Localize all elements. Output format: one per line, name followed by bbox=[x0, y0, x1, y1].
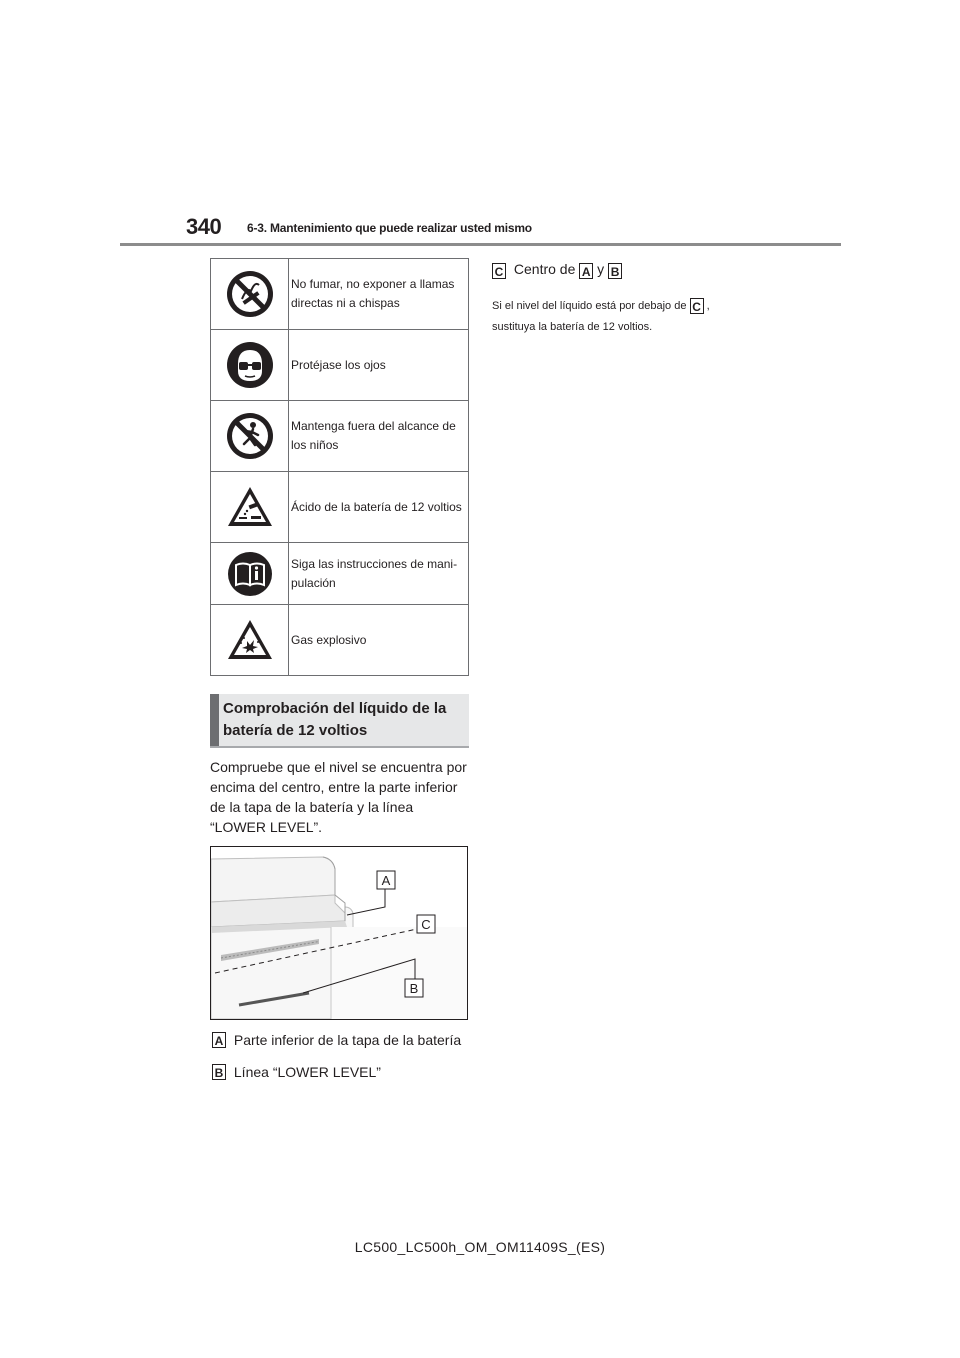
subheading-accent-bar bbox=[210, 694, 219, 746]
table-row bbox=[211, 472, 469, 543]
replacement-note bbox=[492, 296, 792, 338]
subheading bbox=[210, 694, 469, 748]
symbol-text: Mantenga fuera del alcance de los niños bbox=[289, 401, 469, 472]
icon-cell bbox=[211, 472, 289, 543]
icon-cell bbox=[211, 330, 289, 401]
icon-cell bbox=[211, 401, 289, 472]
symbol-text: Siga las instrucciones de mani-pulación bbox=[289, 543, 469, 605]
battery-acid-warning-icon bbox=[225, 484, 275, 530]
explosive-gas-warning-icon bbox=[225, 617, 275, 663]
center-definition bbox=[492, 261, 622, 279]
symbol-text: Ácido de la batería de 12 voltios bbox=[289, 472, 469, 543]
no-smoking-icon bbox=[225, 269, 275, 319]
body-text: Compruebe que el nivel se encuentra por encima del centro, entre la parte inferior de la tapa de la batería y la línea “LOWER LEVEL”. bbox=[210, 759, 467, 835]
battery-illustration bbox=[211, 847, 467, 1019]
note-text-line2: sustituya la batería de 12 voltios. bbox=[492, 321, 653, 333]
page-number: 340 bbox=[186, 214, 222, 239]
icon-cell bbox=[211, 259, 289, 330]
battery-level-figure bbox=[210, 846, 468, 1020]
figure-label-c: C bbox=[421, 917, 431, 932]
table-row bbox=[211, 330, 469, 401]
legend-text: Línea “LOWER LEVEL” bbox=[233, 1064, 381, 1080]
badge-b: B bbox=[608, 263, 622, 279]
badge-c: C bbox=[492, 263, 506, 279]
header-rule bbox=[120, 243, 841, 246]
note-text: Si el nivel del líquido está por debajo de bbox=[492, 300, 687, 312]
icon-cell bbox=[211, 605, 289, 676]
icon-cell bbox=[211, 543, 289, 605]
legend-item-b bbox=[212, 1064, 381, 1080]
table-row bbox=[211, 259, 469, 330]
symbol-text: No fumar, no exponer a llamas directas ni a chispas bbox=[289, 259, 469, 330]
legend-badge: A bbox=[212, 1032, 226, 1048]
figure-label-a: A bbox=[381, 873, 391, 888]
table-row bbox=[211, 401, 469, 472]
center-definition-text: Centro de bbox=[513, 261, 576, 277]
legend-badge: B bbox=[212, 1064, 226, 1080]
subheading-text: Comprobación del líquido de la batería de 12 voltios bbox=[223, 700, 447, 739]
figure-label-b: B bbox=[409, 981, 419, 996]
conjunction-text: y bbox=[597, 261, 605, 277]
legend-item-a bbox=[212, 1032, 461, 1048]
read-instructions-icon bbox=[227, 551, 273, 597]
warning-symbols-table bbox=[210, 258, 469, 676]
eye-protection-icon bbox=[225, 340, 275, 390]
section-title: 6-3. Mantenimiento que puede realizar usted mismo bbox=[247, 221, 532, 235]
legend-text: Parte inferior de la tapa de la batería bbox=[233, 1032, 462, 1048]
symbol-text: Gas explosivo bbox=[289, 605, 469, 676]
footer-code: LC500_LC500h_OM_OM11409S_(ES) bbox=[354, 1239, 606, 1255]
keep-away-children-icon bbox=[225, 411, 275, 461]
note-comma: , bbox=[706, 300, 710, 312]
badge-a: A bbox=[579, 263, 593, 279]
note-badge-c: C bbox=[690, 298, 704, 314]
table-row bbox=[211, 543, 469, 605]
symbol-text: Protéjase los ojos bbox=[289, 330, 469, 401]
table-row bbox=[211, 605, 469, 676]
